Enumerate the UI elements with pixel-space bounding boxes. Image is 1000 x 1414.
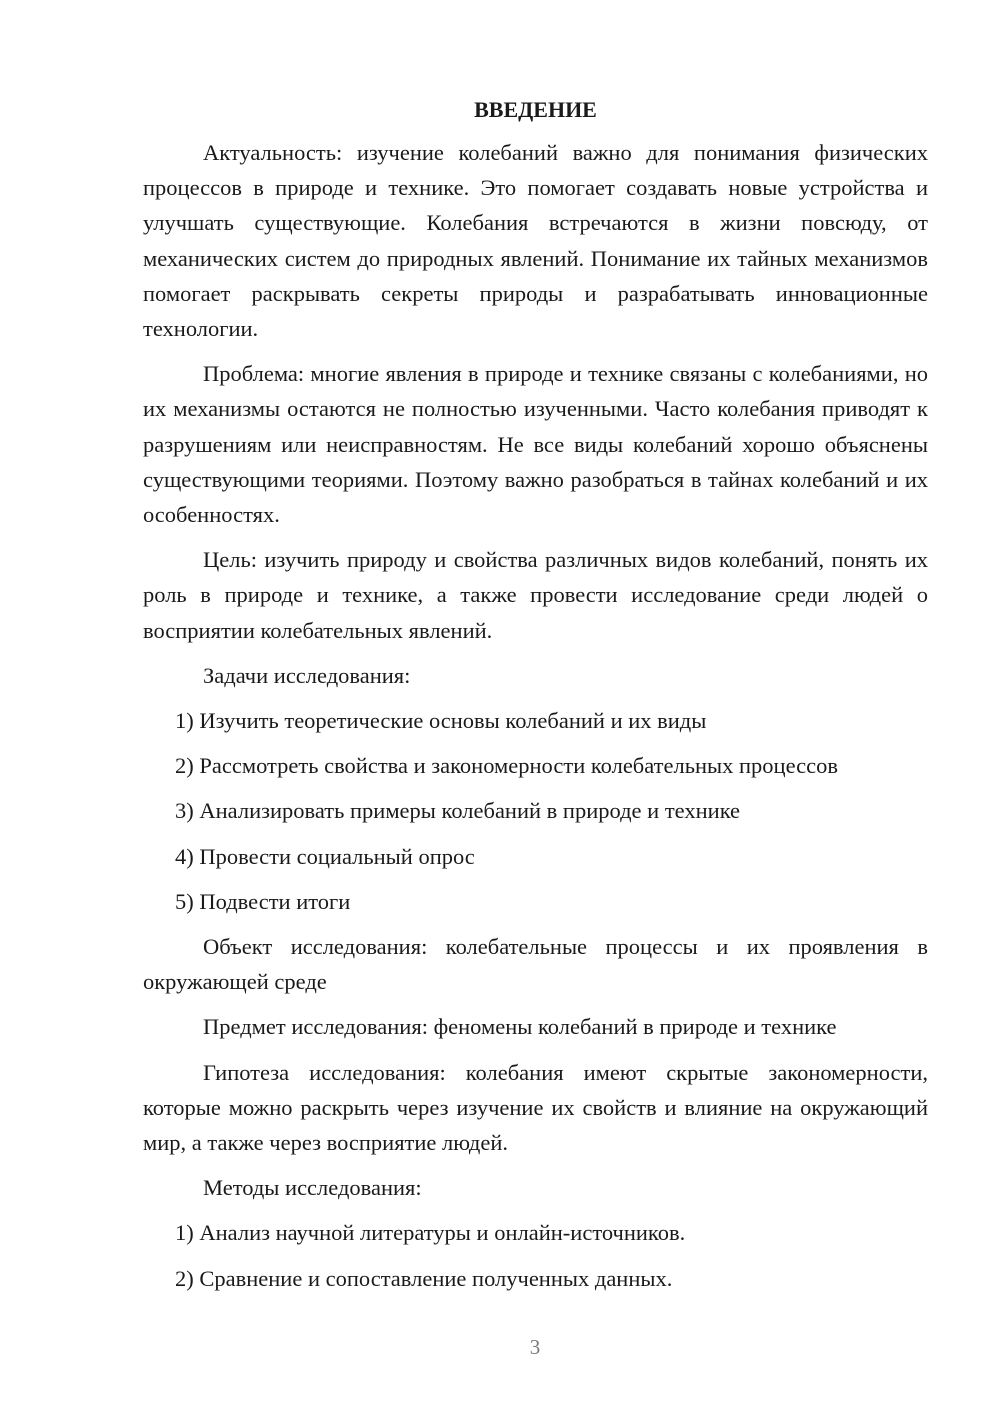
task-item-3: 3) Анализировать примеры колебаний в природе и технике xyxy=(175,798,741,824)
task-item-2: 2) Рассмотреть свойства и закономерности колебательных процессов xyxy=(175,753,838,779)
tasks-title: Задачи исследования: xyxy=(203,662,411,688)
task-item-5: 5) Подвести итоги xyxy=(175,888,351,914)
hypothesis-paragraph: Гипотеза исследования: колебания имеют скрытые закономерности, которые можно раскрыть через изучение их свойств и влияние на окружающий мир, а также через восприятие людей. xyxy=(143,1059,928,1156)
method-item-1: 1) Анализ научной литературы и онлайн-источников. xyxy=(175,1220,686,1246)
task-item-1: 1) Изучить теоретические основы колебаний и их виды xyxy=(175,708,707,734)
object-paragraph: Объект исследования: колебательные процессы и их проявления в окружающей среде xyxy=(143,934,928,995)
methods-title: Методы исследования: xyxy=(203,1175,422,1201)
goal-paragraph: Цель: изучить природу и свойства различных видов колебаний, понять их роль в природе и технике, а также провести исследование среди людей о восприятии колебательных явлений. xyxy=(143,547,928,643)
document-page xyxy=(143,92,928,1306)
relevance-paragraph: Актуальность: изучение колебаний важно для понимания физических процессов в природе и технике. Это помогает создавать новые устройства и улучшать существующие. Колебания встречаются в жизни повсюду, от механических систем до природных явлений. Понимание их тайных механизмов помогает раскрывать секреты природы и разрабатывать инновационные технологии. xyxy=(143,140,928,342)
page-number: 3 xyxy=(529,1335,541,1359)
subject-paragraph: Предмет исследования: феномены колебаний в природе и технике xyxy=(203,1014,837,1040)
section-heading: ВВЕДЕНИЕ xyxy=(474,97,597,122)
method-item-2: 2) Сравнение и сопоставление полученных данных. xyxy=(175,1265,673,1291)
problem-paragraph: Проблема: многие явления в природе и технике связаны с колебаниями, но их механизмы остаются не полностью изученными. Часто колебания приводят к разрушениям или неисправностям. Не все виды колебаний хорошо объяснены существующими теориями. Поэтому важно разобраться в тайнах колебаний и их особенностях. xyxy=(143,361,928,528)
task-item-4: 4) Провести социальный опрос xyxy=(175,843,475,869)
